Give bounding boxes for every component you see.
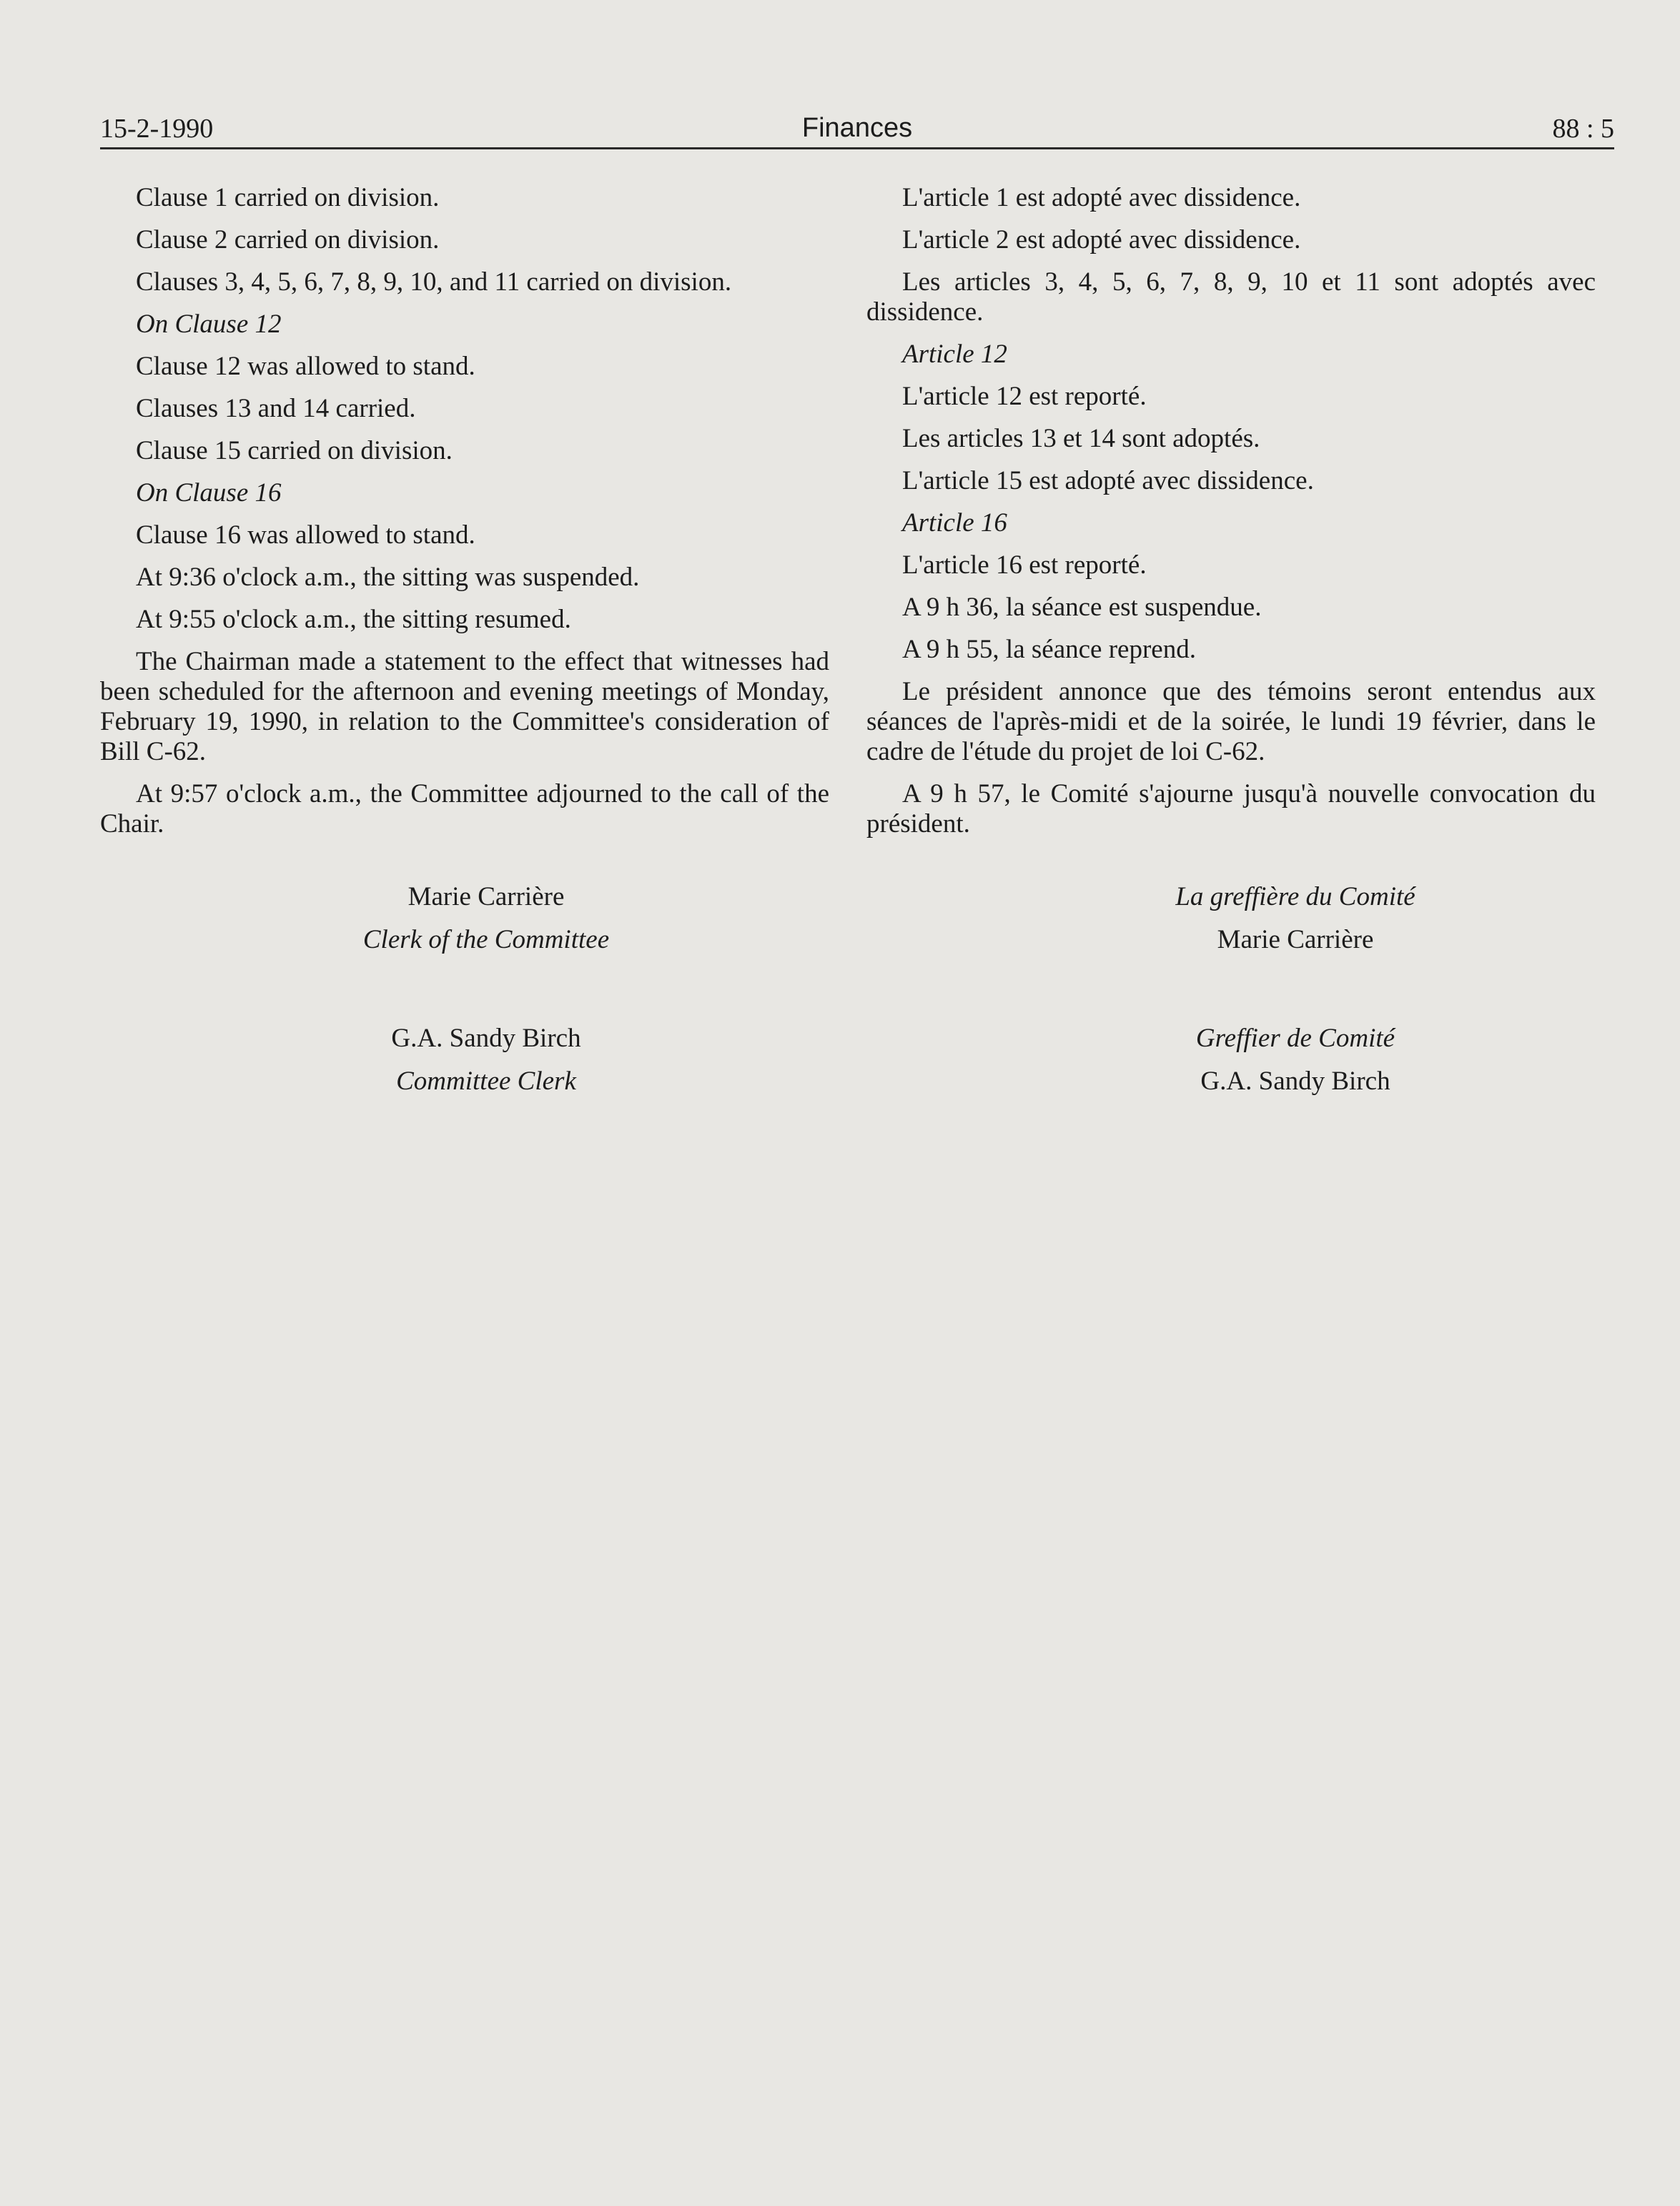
paragraph: L'article 16 est reporté.: [902, 550, 1147, 580]
paragraph: Clause 1 carried on division.: [136, 183, 440, 212]
clause-heading: Article 16: [902, 508, 1007, 538]
paragraph: Clauses 3, 4, 5, 6, 7, 8, 9, 10, and 11 carried on division.: [136, 267, 732, 297]
clerk-name: Marie Carrière: [407, 882, 565, 911]
paragraph: Clause 12 was allowed to stand.: [136, 352, 475, 381]
header-title: Finances: [801, 113, 913, 143]
paragraph: Les articles 13 et 14 sont adoptés.: [902, 424, 1260, 453]
french-column: [866, 183, 1596, 1109]
signature-block: [866, 882, 1596, 1097]
clause-heading: On Clause 12: [136, 310, 282, 339]
clerk-title: La greffière du Comité: [1175, 882, 1415, 911]
clerk-title: Committee Clerk: [396, 1067, 576, 1096]
paragraph: Le président annonce que des témoins seront entendus aux séances de l'après-midi et de la soirée, le lundi 19 février, dans le cadre de l'étude du projet de loi C-62.: [866, 677, 1596, 766]
header-date: 15-2-1990: [100, 114, 214, 144]
clause-heading: On Clause 16: [136, 478, 282, 508]
signature-block: [100, 882, 829, 1097]
paragraph: A 9 h 57, le Comité s'ajourne jusqu'à nouvelle convocation du président.: [866, 779, 1596, 839]
header-rule: [100, 147, 1614, 149]
paragraph: The Chairman made a statement to the effect that witnesses had been scheduled for the afternoon and evening meetings of Monday, February 19, 1990, in relation to the Committee's consideration of Bill C-62.: [100, 647, 829, 766]
paragraph: L'article 2 est adopté avec dissidence.: [902, 225, 1301, 254]
paragraph: L'article 1 est adopté avec dissidence.: [902, 183, 1301, 212]
clerk-name: G.A. Sandy Birch: [1200, 1067, 1390, 1096]
english-column: [100, 183, 829, 1109]
clerk-name: G.A. Sandy Birch: [391, 1024, 581, 1053]
paragraph: Clause 16 was allowed to stand.: [136, 520, 475, 550]
paragraph: At 9:57 o'clock a.m., the Committee adjourned to the call of the Chair.: [100, 779, 829, 839]
paragraph: Clause 15 carried on division.: [136, 436, 453, 465]
paragraph: A 9 h 55, la séance reprend.: [902, 635, 1196, 664]
running-header: [100, 107, 1614, 150]
header-page-number: 88 : 5: [1552, 114, 1614, 144]
paragraph: L'article 12 est reporté.: [902, 382, 1147, 411]
paragraph: At 9:36 o'clock a.m., the sitting was suspended.: [136, 563, 640, 592]
clerk-title: Clerk of the Committee: [362, 925, 610, 954]
paragraph: Les articles 3, 4, 5, 6, 7, 8, 9, 10 et 11 sont adoptés avec dissidence.: [866, 267, 1596, 327]
paragraph: Clauses 13 and 14 carried.: [136, 394, 416, 423]
paragraph: L'article 15 est adopté avec dissidence.: [902, 466, 1314, 495]
clause-heading: Article 12: [902, 340, 1007, 369]
paragraph: Clause 2 carried on division.: [136, 225, 440, 254]
clerk-name: Marie Carrière: [1217, 925, 1374, 954]
paragraph: A 9 h 36, la séance est suspendue.: [902, 593, 1262, 622]
clerk-title: Greffier de Comité: [1195, 1024, 1395, 1053]
paragraph: At 9:55 o'clock a.m., the sitting resumed.: [136, 605, 571, 634]
